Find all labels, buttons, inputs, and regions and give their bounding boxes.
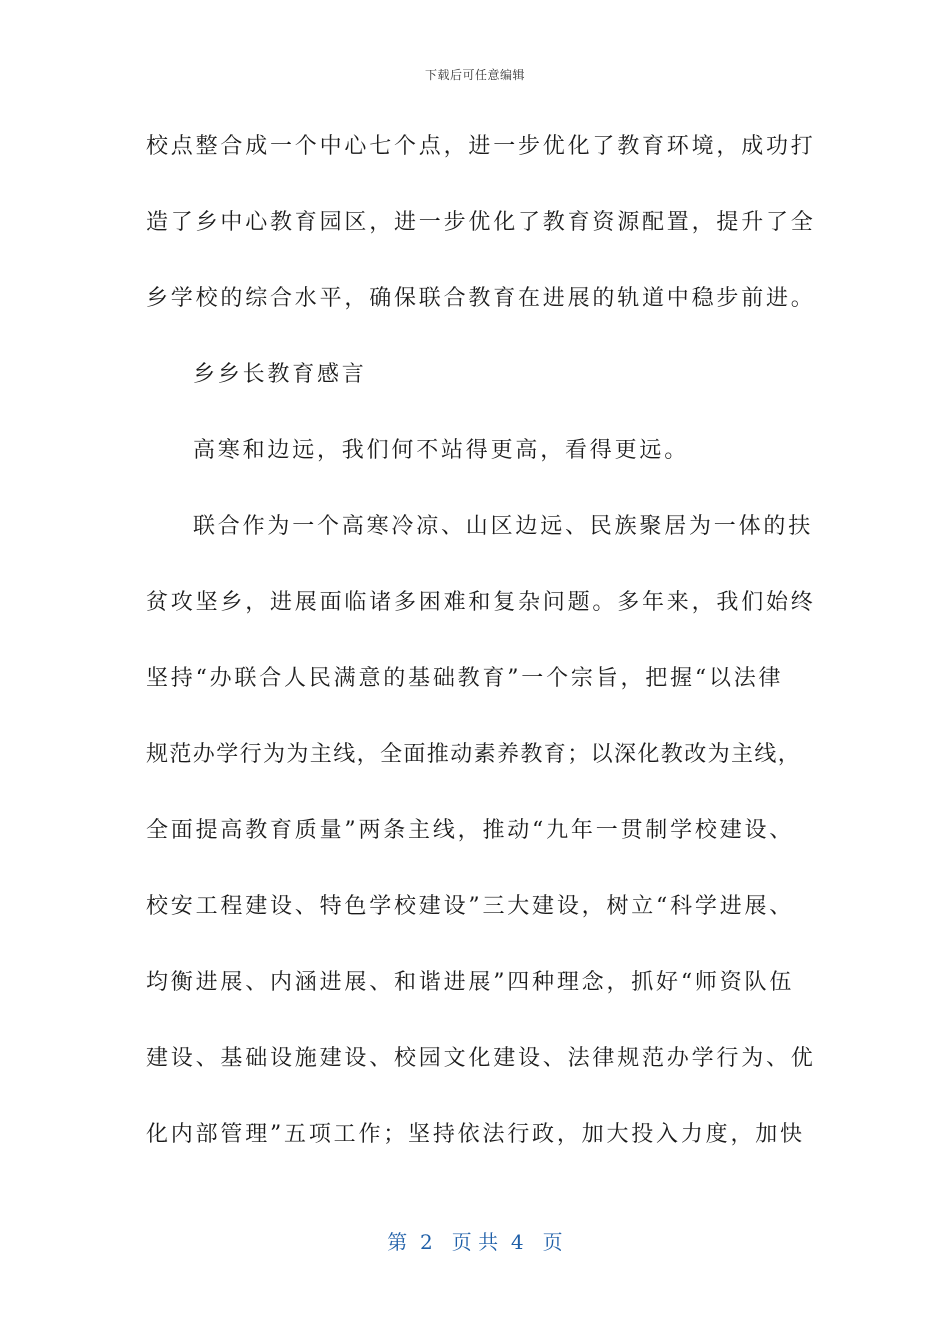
text-line: 规范办学行为为主线，全面推动素养教育；以深化教改为主线， [146,742,802,767]
text-line: 联合作为一个高寒冷凉、山区边远、民族聚居为一体的扶 [193,514,814,539]
text-line: 乡学校的综合水平，确保联合教育在进展的轨道中稳步前进。 [146,286,816,311]
text-line: 造了乡中心教育园区，进一步优化了教育资源配置，提升了全 [146,210,816,235]
text-line: 化内部管理”五项工作；坚持依法行政，加大投入力度，加快 [146,1122,805,1147]
text-line: 全面提高教育质量”两条主线，推动“九年一贯制学校建设、 [146,818,795,843]
text-line: 贫攻坚乡，进展面临诸多困难和复杂问题。多年来，我们始终 [146,590,816,615]
section-heading: 乡乡长教育感言 [193,362,367,387]
text-line: 校安工程建设、特色学校建设”三大建设，树立“科学进展、 [146,894,795,919]
text-line: 均衡进展、内涵进展、和谐进展”四种理念，抓好“师资队伍 [146,970,795,995]
text-line: 建设、基础设施建设、校园文化建设、法律规范办学行为、优 [146,1046,816,1071]
text-line: 高寒和边远，我们何不站得更高，看得更远。 [193,438,690,463]
document-body [146,119,816,1183]
text-line: 校点整合成一个中心七个点，进一步优化了教育环境，成功打 [146,134,816,159]
page-number: 第 2 页 共 4 页 [387,1230,563,1254]
header-note: 下载后可任意编辑 [424,68,525,82]
text-line: 坚持“办联合人民满意的基础教育”一个宗旨，把握“以法律 [146,666,784,691]
